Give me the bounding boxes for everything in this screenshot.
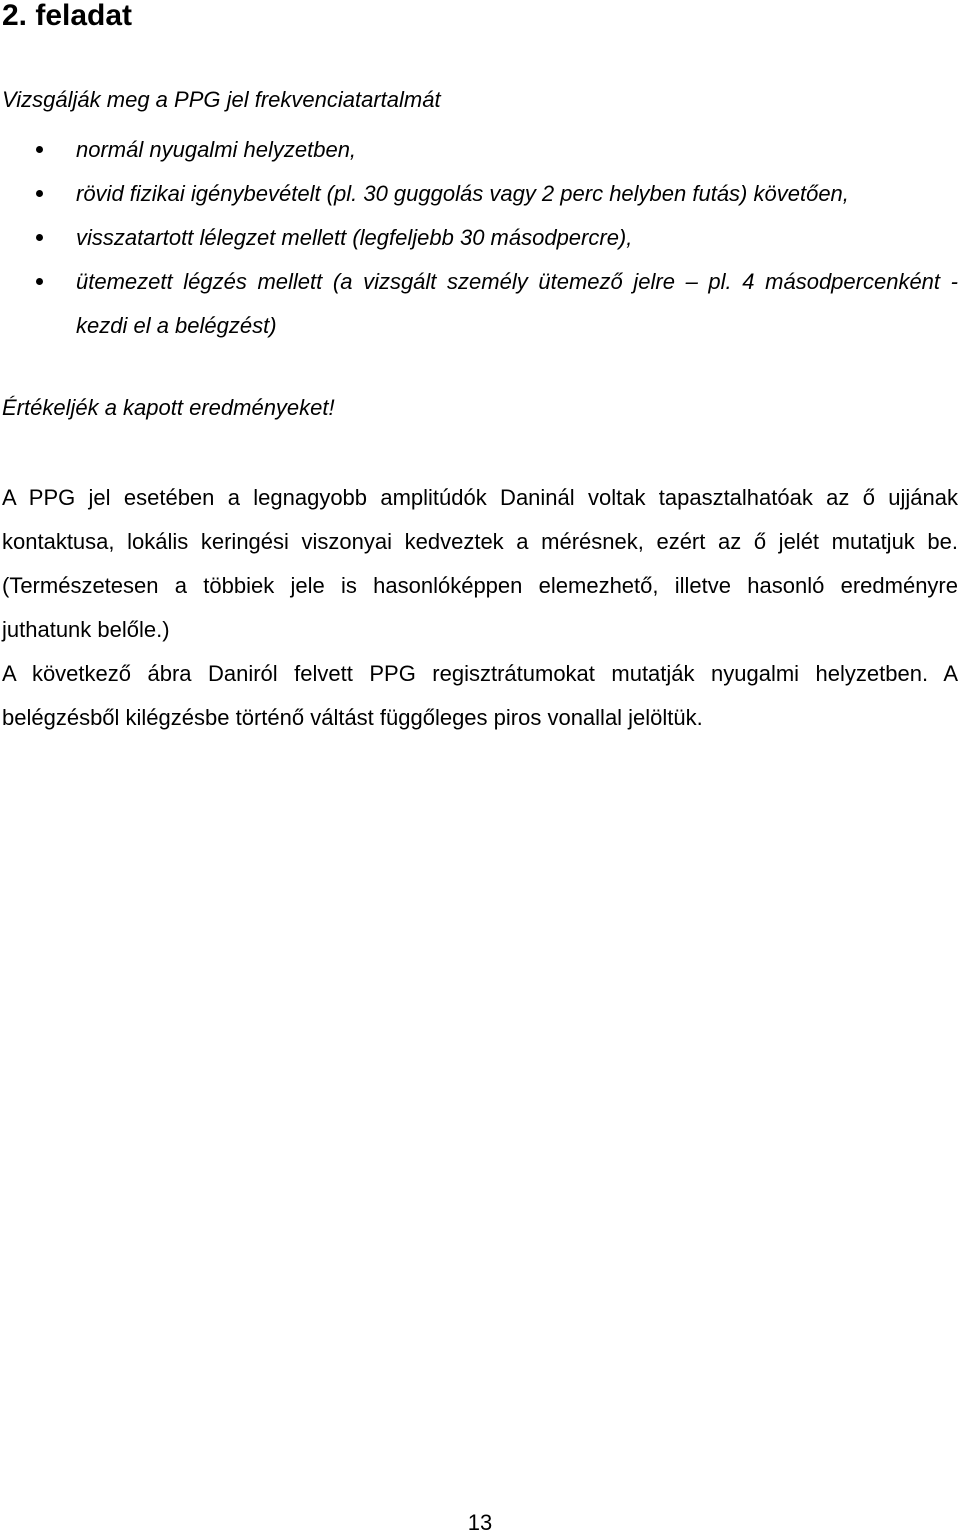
task-intro: Vizsgálják meg a PPG jel frekvenciatartalmát — [2, 87, 441, 112]
bullet-text: ütemezett légzés mellett (a vizsgált személy ütemező jelre – pl. 4 másodpercenként - kezdi el a belégzést) — [76, 269, 958, 338]
bullet-item — [0, 172, 960, 216]
bullet-item — [0, 128, 960, 172]
evaluate-instruction: Értékeljék a kapott eredményeket! — [2, 395, 335, 420]
bullet-text: visszatartott lélegzet mellett (legfeljebb 30 másodpercre), — [76, 225, 633, 250]
task-bullet-list — [0, 128, 960, 348]
bullet-icon — [36, 190, 43, 197]
body-paragraph: A PPG jel esetében a legnagyobb amplitúdók Daninál voltak tapasztalhatóak az ő ujjának kontaktusa, lokális keringési viszonyai kedveztek a mérésnek, ezért az ő jelét mutatjuk be. (Természetesen a többiek jele is hasonlóképpen elemezhető, illetve hasonló eredményre juthatunk belőle.) — [2, 485, 958, 642]
body-text — [2, 476, 958, 740]
section-heading: 2. feladat — [2, 0, 133, 32]
bullet-text: rövid fizikai igénybevételt (pl. 30 guggolás vagy 2 perc helyben futás) követően, — [76, 181, 849, 206]
bullet-text: normál nyugalmi helyzetben, — [76, 137, 357, 162]
bullet-item — [0, 216, 960, 260]
body-paragraph: A következő ábra Daniról felvett PPG regisztrátumokat mutatják nyugalmi helyzetben. A belégzésből kilégzésbe történő váltást függőleges piros vonallal jelöltük. — [2, 661, 958, 730]
bullet-icon — [36, 146, 43, 153]
bullet-icon — [36, 234, 43, 241]
bullet-icon — [36, 278, 43, 285]
bullet-item — [0, 260, 960, 348]
page-number: 13 — [467, 1510, 493, 1535]
